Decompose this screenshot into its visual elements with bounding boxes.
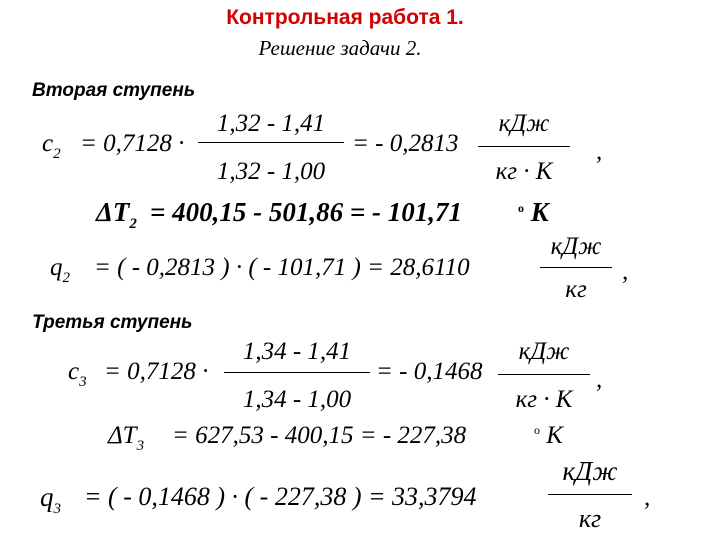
- q2-unit-denominator: кг: [565, 276, 587, 303]
- q3-comma: ,: [644, 484, 651, 511]
- q2-symbol: $q_2$: [50, 254, 70, 286]
- q3-expression: = ( - 0,1468 ) · ( - 227,38 ) = 33,3794: [84, 482, 477, 511]
- c2-comma: ,: [596, 138, 603, 165]
- c2-fraction-bar: [198, 142, 344, 143]
- section-heading-second-stage: Вторая ступень: [32, 80, 196, 101]
- c2-unit-denominator: кг · К: [495, 158, 553, 185]
- dT2-symbol: $\Delta T_2$: [96, 197, 137, 232]
- c3-fraction-bar: [224, 372, 370, 373]
- q2-comma: ,: [622, 258, 629, 285]
- q2-unit-bar: [540, 267, 612, 268]
- c2-unit-bar: [478, 146, 570, 147]
- c2-unit-numerator: кДж: [498, 110, 550, 137]
- c3-comma: ,: [596, 366, 603, 393]
- page-title: Контрольная работа 1.: [226, 6, 464, 29]
- dT3-expression: = 627,53 - 400,15 = - 227,38: [172, 422, 467, 449]
- q2-unit-numerator: кДж: [550, 233, 602, 260]
- q3-unit-bar: [548, 494, 632, 495]
- c3-unit-denominator: кг · К: [515, 386, 573, 413]
- section-heading-third-stage: Третья ступень: [32, 312, 193, 333]
- c3-symbol: $c_3$: [68, 358, 87, 390]
- dT3-symbol: $\Delta T_3$: [108, 422, 145, 454]
- c3-numerator: 1,34 - 1,41: [242, 338, 352, 365]
- page-subtitle: Решение задачи 2.: [258, 36, 422, 60]
- c3-unit-numerator: кДж: [518, 338, 570, 365]
- degree-icon: o: [518, 201, 524, 215]
- dT3-unit: $^o$ K: [534, 422, 563, 449]
- q3-unit-numerator: кДж: [562, 456, 618, 486]
- c2-symbol: $c_2$: [42, 130, 61, 162]
- q2-expression: = ( - 0,2813 ) · ( - 101,71 ) = 28,6110: [94, 254, 470, 281]
- degree-icon: o: [534, 423, 540, 437]
- c2-numerator: 1,32 - 1,41: [216, 110, 326, 137]
- c2-result: = - 0,2813: [352, 130, 459, 157]
- c2-denominator: 1,32 - 1,00: [216, 158, 326, 185]
- c3-lhs: = 0,7128 ·: [104, 358, 209, 385]
- q3-unit-denominator: кг: [578, 504, 602, 533]
- c3-unit-bar: [498, 374, 590, 375]
- q3-symbol: $q_3$: [40, 482, 61, 517]
- dT2-unit: $^o$ K: [518, 197, 549, 227]
- c3-result: = - 0,1468: [376, 358, 483, 385]
- c2-lhs: = 0,7128 ·: [80, 130, 185, 157]
- dT2-expression: = 400,15 - 501,86 = - 101,71: [150, 197, 463, 227]
- c3-denominator: 1,34 - 1,00: [242, 386, 352, 413]
